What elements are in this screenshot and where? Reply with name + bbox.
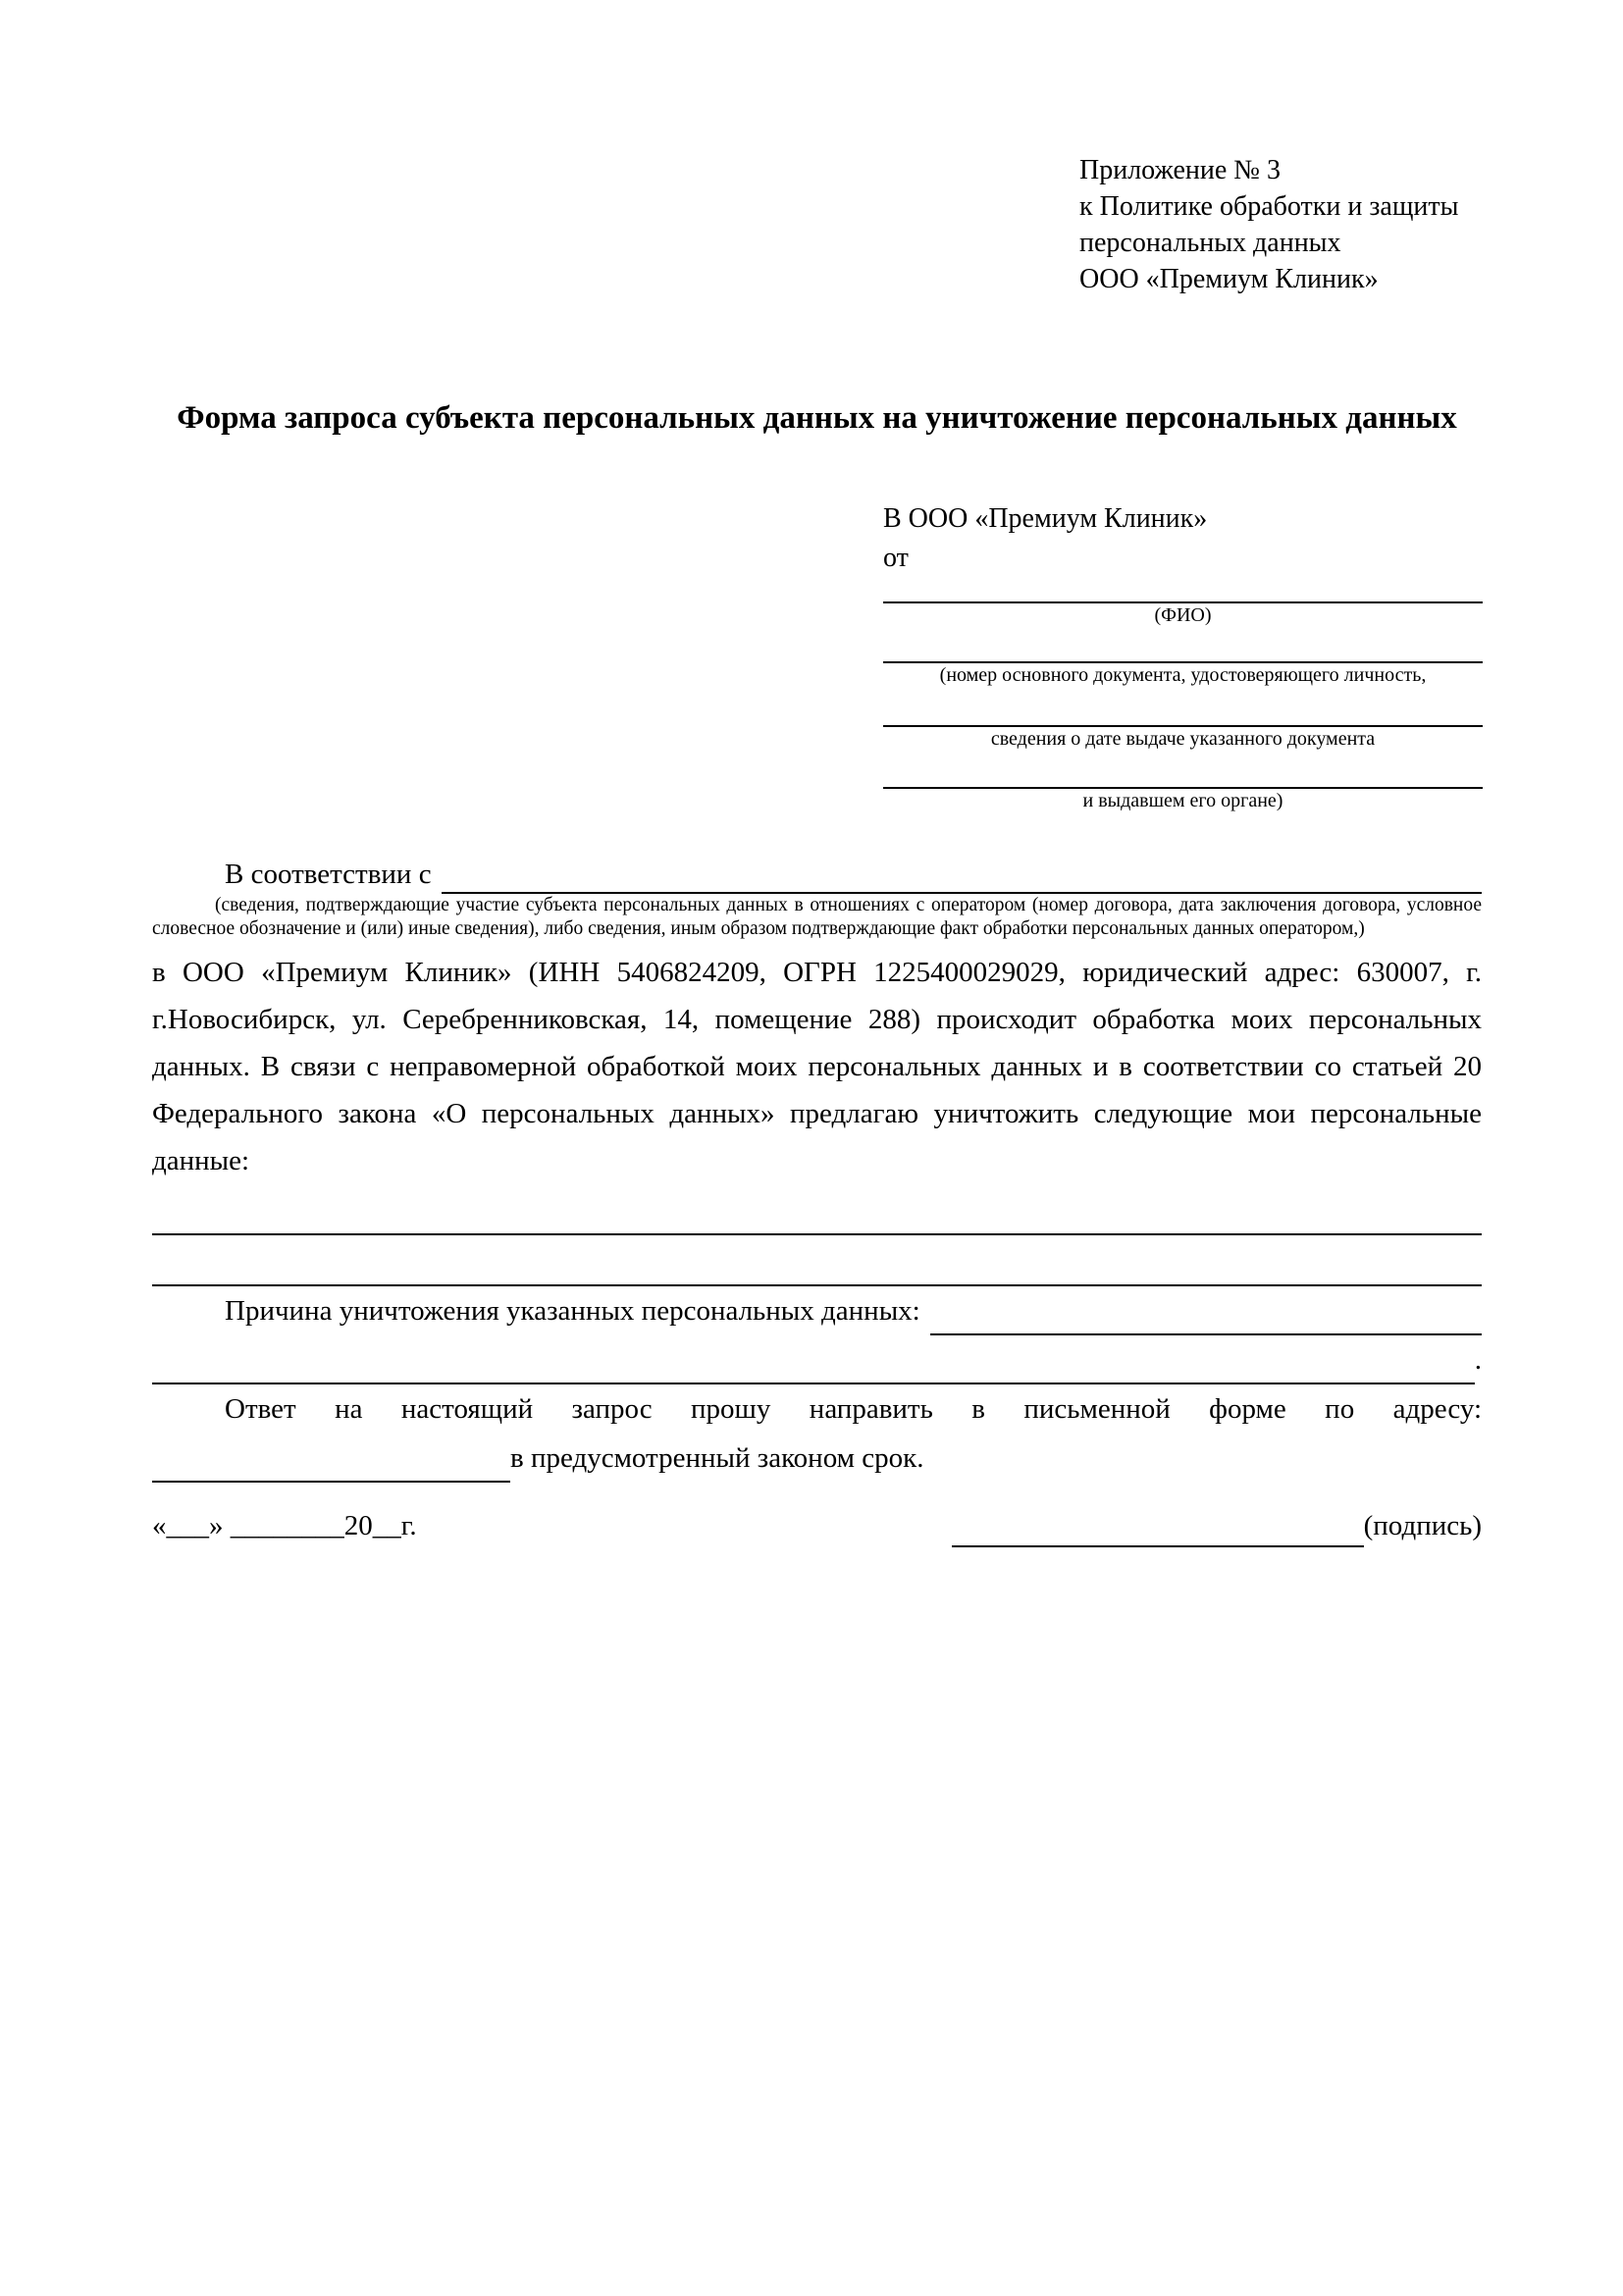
signature-caption: (подпись) (1363, 1510, 1482, 1541)
addressee-to: В ООО «Премиум Клиник» (883, 503, 1208, 534)
fio-field-line[interactable] (883, 578, 1483, 603)
appendix-header-line: к Политике обработки и защиты (1079, 191, 1459, 222)
fio-caption: (ФИО) (1154, 604, 1212, 626)
date-field[interactable]: «___» ________20__г. (152, 1510, 417, 1541)
reason-label: Причина уничтожения указанных персональных данных: (225, 1295, 920, 1327)
explanatory-note: (сведения, подтверждающие участие субъекта персональных данных в отношениях с оператором (номер договора, дата заключения договора, условное словесное обозначение и (или) иные сведения), либо сведения, иным образом подтверждающие факт обработки персональных данных оператором,) (152, 895, 1482, 939)
appendix-header (1079, 152, 1482, 297)
accordance-row (152, 855, 1482, 894)
document-issue-date-field-line[interactable] (883, 688, 1483, 727)
footer-row (152, 1504, 1482, 1547)
addressee-block (883, 499, 1483, 813)
signature-group (952, 1504, 1482, 1547)
data-to-destroy-field-line[interactable] (152, 1235, 1482, 1286)
answer-address-row (152, 1434, 1482, 1483)
addressee-from-label: от (883, 543, 909, 573)
reason-continuation-field-line[interactable] (152, 1335, 1475, 1384)
line-end-period: . (1474, 1344, 1482, 1376)
document-number-field-line[interactable] (883, 628, 1483, 663)
data-to-destroy-field-line[interactable] (152, 1184, 1482, 1235)
appendix-header-line: персональных данных (1079, 228, 1341, 258)
appendix-header-line: ООО «Премиум Клиник» (1079, 264, 1379, 294)
issuing-authority-field-line[interactable] (883, 752, 1483, 789)
appendix-header-line: Приложение № 3 (1079, 155, 1281, 185)
address-field-line[interactable] (152, 1434, 510, 1483)
document-title: Форма запроса субъекта персональных данных на уничтожение персональных данных (177, 400, 1457, 436)
reason-continuation-row (152, 1335, 1482, 1384)
answer-tail: в предусмотренный законом срок. (510, 1442, 924, 1474)
issuing-authority-caption: и выдавшем его органе) (1082, 790, 1283, 811)
document-number-caption: (номер основного документа, удостоверяющего личность, (939, 664, 1427, 686)
accordance-label: В соответствии с (225, 859, 432, 890)
reason-field-line[interactable] (930, 1286, 1482, 1335)
accordance-field-line[interactable] (442, 855, 1482, 894)
reason-row (152, 1286, 1482, 1335)
document-issue-date-caption: сведения о дате выдаче указанного документа (990, 728, 1376, 750)
signature-field-line[interactable] (952, 1504, 1364, 1547)
main-paragraph: в ООО «Премиум Клиник» (ИНН 5406824209, ОГРН 1225400029029, юридический адрес: 630007, г. г.Новосибирск, ул. Серебренниковская, 14, помещение 288) происходит обработка моих персональных данных. В связи с неправомерной обработкой моих персональных данных и в соответствии со статьей 20 Федерального закона «О персональных данных» предлагаю уничтожить следующие мои персональные данные: (152, 957, 1482, 1176)
answer-sentence: Ответ на настоящий запрос прошу направить в письменной форме по адресу: (225, 1393, 1482, 1425)
